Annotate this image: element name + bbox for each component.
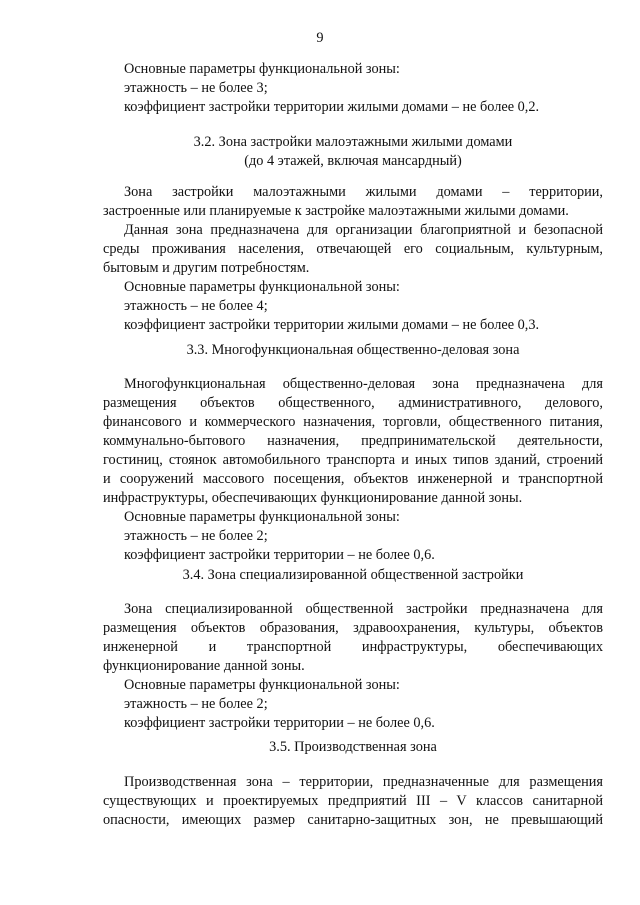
params-label: Основные параметры функциональной зоны: (124, 61, 400, 77)
coef-line: коэффициент застройки территории жилыми домами – не более 0,3. (124, 317, 540, 333)
section-3-2-body (103, 183, 603, 335)
paragraph-line: финансового и коммерческого назначения, торговли, общественного питания, (103, 414, 603, 430)
coef-line: коэффициент застройки территории – не более 0,6. (124, 715, 435, 731)
section-3-3-body (103, 375, 603, 565)
section-title: 3.4. Зона специализированной общественной застройки (182, 567, 524, 583)
floors-line: этажность – не более 2; (124, 528, 268, 544)
paragraph-line: инфраструктуры, обеспечивающих функционирование данной зоны. (103, 490, 523, 506)
paragraph-line: Данная зона предназначена для организации благоприятной и безопасной (124, 222, 603, 238)
section-title: 3.2. Зона застройки малоэтажными жилыми домами (193, 134, 513, 150)
coef-line: коэффициент застройки территории – не более 0,6. (124, 547, 435, 563)
params-label: Основные параметры функциональной зоны: (124, 509, 400, 525)
paragraph-line: и сооружений массового посещения, объектов инженерной и транспортной (103, 471, 603, 487)
section-subtitle: (до 4 этажей, включая мансардный) (244, 153, 462, 169)
floors-line: этажность – не более 4; (124, 298, 268, 314)
paragraph-line: функционирование данной зоны. (103, 658, 305, 674)
paragraph-line: размещения объектов образования, здравоохранения, культуры, объектов (103, 620, 603, 636)
coef-line: коэффициент застройки территории жилыми домами – не более 0,2. (124, 99, 540, 115)
paragraph-line: инженерной и транспортной инфраструктуры, обеспечивающих (103, 639, 603, 655)
paragraph-line: Многофункциональная общественно-деловая зона предназначена для (124, 376, 603, 392)
section-3-2-heading (103, 133, 603, 171)
section-title: 3.5. Производственная зона (269, 739, 437, 755)
paragraph-line: опасности, имеющих размер санитарно-защитных зон, не превышающий (103, 812, 603, 828)
floors-line: этажность – не более 3; (124, 80, 268, 96)
paragraph-line: Производственная зона – территории, предназначенные для размещения (124, 774, 603, 790)
paragraph-line: коммунально-бытового назначения, предпринимательской деятельности, (103, 433, 603, 449)
intro-params (103, 60, 603, 117)
section-3-4-heading (103, 566, 603, 585)
paragraph-line: бытовым и другим потребностям. (103, 260, 310, 276)
paragraph-line: Зона специализированной общественной застройки предназначена для (124, 601, 603, 617)
section-3-3-heading (103, 341, 603, 360)
params-label: Основные параметры функциональной зоны: (124, 677, 400, 693)
section-3-5-body (103, 773, 603, 830)
section-3-5-heading (103, 738, 603, 757)
paragraph-line: застроенные или планируемые к застройке малоэтажными жилыми домами. (103, 203, 569, 219)
section-3-4-body (103, 600, 603, 733)
paragraph-line: существующих и проектируемых предприятий III – V классов санитарной (103, 793, 603, 809)
section-title: 3.3. Многофункциональная общественно-деловая зона (186, 342, 520, 358)
paragraph-line: размещения объектов общественного, административного, делового, (103, 395, 603, 411)
paragraph-line: гостиниц, стоянок автомобильного транспорта и иных типов зданий, строений (103, 452, 603, 468)
paragraph-line: Зона застройки малоэтажными жилыми домами – территории, (124, 184, 603, 200)
floors-line: этажность – не более 2; (124, 696, 268, 712)
params-label: Основные параметры функциональной зоны: (124, 279, 400, 295)
paragraph-line: среды проживания населения, отвечающей его социальным, культурным, (103, 241, 603, 257)
page-number: 9 (316, 30, 324, 46)
